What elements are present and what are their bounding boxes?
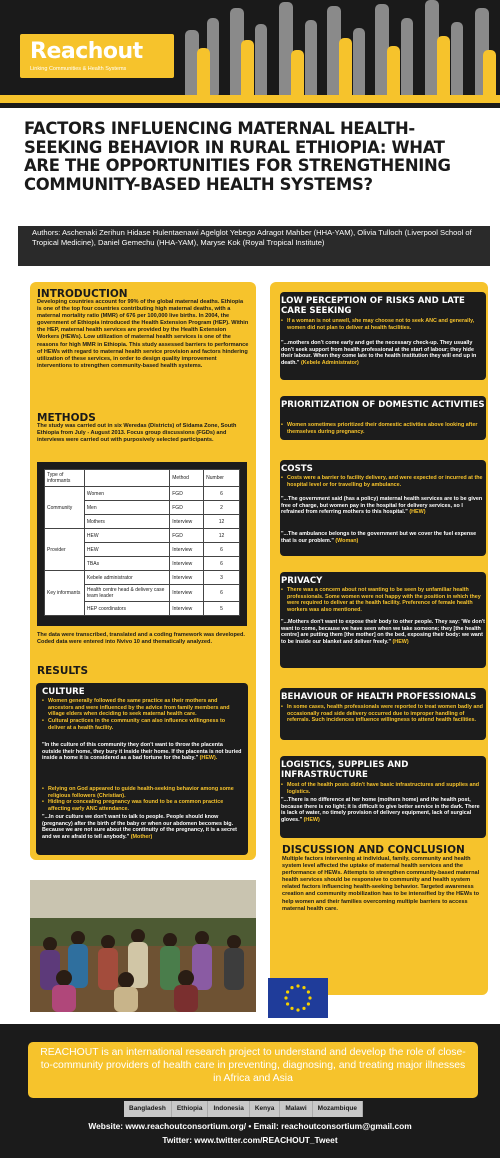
- methods-heading: METHODS: [37, 412, 96, 424]
- table-cell: TBAs: [84, 557, 169, 571]
- quote-source: (Mother): [130, 834, 153, 841]
- discussion-heading: DISCUSSION AND CONCLUSION: [282, 844, 465, 856]
- quote-source: (HEW): [303, 817, 320, 824]
- costs-quote-1: [281, 496, 485, 516]
- table-cell: Health centre head & delivery case team leader: [84, 585, 169, 602]
- table-cell: Interview: [170, 557, 204, 571]
- quote-text: "...The ambulance belongs to the government but we cover the fuel expense that is our problem.": [281, 531, 477, 544]
- table-cell: Interview: [170, 515, 204, 529]
- table-cell: 2: [204, 501, 240, 515]
- list-item: • In some cases, health professionals were reported to treat women badly and occasionally road side delivery occurred due to improper handling of referrals. Such incidences influence willingness to attend health facilities.: [281, 704, 485, 724]
- table-cell: Key informants: [45, 571, 85, 616]
- list-item: • There was a concern about not wanting to be seen by unfamiliar health professionals. Some women were not happy with the position in which they were required to deliver at the health facility. Preference of female health workers was also mentioned.: [281, 587, 485, 614]
- quote-source: (HEW): [409, 509, 426, 516]
- quote-source: (Woman): [335, 537, 359, 544]
- table-header-row: [45, 470, 240, 487]
- country-ethiopia: Ethiopia: [172, 1101, 209, 1117]
- table-cell: 12: [204, 529, 240, 543]
- table-cell: Mothers: [84, 515, 169, 529]
- privacy-bullets: [281, 587, 485, 614]
- quote-source: (HEW).: [199, 755, 218, 762]
- culture-quote-2: [42, 814, 242, 841]
- culture-bullets-1: [42, 698, 242, 732]
- header-accent-stripe: [0, 95, 500, 103]
- twitter-line[interactable]: Twitter: www.twitter.com/REACHOUT_Tweet: [162, 1135, 338, 1145]
- logo-text: Reachout: [30, 39, 143, 64]
- table-cell: 6: [204, 585, 240, 602]
- domestic-activities-heading: PRIORITIZATION OF DOMESTIC ACTIVITIES: [281, 400, 485, 410]
- privacy-heading: PRIVACY: [281, 576, 323, 586]
- culture-heading: CULTURE: [42, 687, 85, 697]
- table-cell: Women: [84, 487, 169, 501]
- culture-quote-1: [42, 742, 242, 762]
- footer-statement: REACHOUT is an international research project to understand and develop the role of close-to-community providers of health care in preventing, diagnosing, and treating major illnesses in Africa and Asia: [40, 1047, 466, 1084]
- authors-text: Authors: Aschenaki Zerihun Hidase Hulentaenawi Agelglot Yebego Adragot Mahber (HHA-YAM), Olivia Tulloch (Liverpool School of Tropical Medicine), Daniel Gemechu (HHA-YAM), Maryse Kok (Royal Tropical Institute): [32, 228, 472, 247]
- list-item: • Most of the health posts didn't have basic infrastructures and supplies and logistics.: [281, 782, 485, 795]
- list-item: • Relying on God appeared to guide health-seeking behavior among some religious followers (Christian).: [42, 786, 242, 799]
- country-kenya: Kenya: [250, 1101, 281, 1117]
- quote-text: "...There is no difference at her home (mothers home) and the health post, because there is no light; it is difficult to give better service in the dark. There is lack of water, no timely provision of delivery equipment, lack of surgical gloves.": [281, 797, 480, 824]
- table-header-cell: Method: [170, 470, 204, 487]
- introduction-heading: INTRODUCTION: [37, 288, 128, 300]
- costs-quote-2: [281, 531, 485, 544]
- discussion-text: Multiple factors intervening at individual, family, community and health system level affected the uptake of maternal health services and the performance of HEWs. Attempts to strengthen community-based maternal health services should be responsive to community and health system related factors influencing health-seeking behavior. Targeted awareness creation and community mobilization has to be intensified by the HEWs to help women and their families overcoming multiple barriers to access maternal health care.: [282, 856, 480, 912]
- country-malawi: Malawi: [280, 1101, 312, 1117]
- community-meeting-photo: [30, 880, 256, 1012]
- domestic-activities-bullets: [281, 422, 485, 435]
- analysis-text: The data were transcribed, translated and a coding framework was developed. Coded data were entered into Nvivo 10 and thematically analyzed.: [37, 632, 245, 646]
- risk-perception-heading: LOW PERCEPTION OF RISKS AND LATE CARE SEEKING: [281, 296, 465, 317]
- country-list: [124, 1101, 363, 1117]
- table-row: [45, 529, 240, 543]
- health-professionals-heading: BEHAVIOUR OF HEALTH PROFESSIONALS: [281, 692, 477, 702]
- health-professionals-bullets: [281, 704, 485, 724]
- table-cell: Provider: [45, 529, 85, 571]
- table-cell: 6: [204, 487, 240, 501]
- table-row: [45, 487, 240, 501]
- list-item: • Women sometimes prioritized their domestic activities above looking after themselves during pregnancy.: [281, 422, 485, 435]
- eu-flag: [268, 978, 328, 1018]
- culture-bullets-2: [42, 786, 242, 813]
- raised-hands-graphic: [175, 0, 500, 108]
- quote-text: "...mothers don't come early and get the necessary check-up. They usually don't seek support from health professional at the start of labour; they hide their labour. When they come late to the health institution they will end up in death.": [281, 340, 477, 367]
- costs-heading: COSTS: [281, 464, 313, 474]
- poster-title: FACTORS INFLUENCING MATERNAL HEALTH-SEEKING BEHAVIOR IN RURAL ETHIOPIA: WHAT ARE THE OPPORTUNITIES FOR STRENGTHENING COMMUNITY-BASED HEALTH SYSTEMS?: [24, 119, 451, 194]
- table-cell: Kebele administrator: [84, 571, 169, 585]
- logistics-quote: [281, 797, 485, 824]
- table-cell: Interview: [170, 571, 204, 585]
- table-header-cell: Type of informants: [45, 470, 85, 487]
- logistics-bullets: [281, 782, 485, 795]
- methods-table: [44, 469, 240, 616]
- table-cell: Men: [84, 501, 169, 515]
- table-cell: 5: [204, 602, 240, 616]
- table-cell: 6: [204, 543, 240, 557]
- quote-text: "...The government said (has a policy) maternal health services are to be given free of charge, but women pay in the hospital for delivery services, so I refrained from referring mothers to this hospital.": [281, 496, 483, 516]
- table-cell: FGD: [170, 529, 204, 543]
- risk-perception-bullets: [281, 318, 485, 331]
- table-cell: FGD: [170, 501, 204, 515]
- quote-source: (HEW): [392, 639, 409, 646]
- results-heading: RESULTS: [37, 665, 89, 677]
- table-cell: 12: [204, 515, 240, 529]
- quote-text: "...Mothers don't want to expose their body to other people. They say: 'We don't want to come, because we have seen when we take someone; they [the health centre] are putting them [the mother] on the bed, exposing their body: we want to be inside our blanket and deliver freely.": [281, 619, 485, 646]
- list-item: • Cultural practices in the community can also influence willingness to deliver at a health facility.: [42, 718, 242, 731]
- table-cell: Interview: [170, 585, 204, 602]
- table-cell: Interview: [170, 602, 204, 616]
- list-item: • Women generally followed the same practice as their mothers and ancestors and were influenced by the advice from family members and village elders when deciding to seek maternal health care.: [42, 698, 242, 718]
- table-cell: FGD: [170, 487, 204, 501]
- risk-perception-quote: [281, 340, 485, 367]
- country-bangladesh: Bangladesh: [124, 1101, 172, 1117]
- website-email-line[interactable]: Website: www.reachoutconsortium.org/ • Email: reachoutconsortium@gmail.com: [88, 1121, 412, 1131]
- table-cell: HEW: [84, 543, 169, 557]
- table-cell: HEW: [84, 529, 169, 543]
- table-cell: 6: [204, 557, 240, 571]
- table-row: [45, 571, 240, 585]
- list-item: • If a woman is not unwell, she may choose not to seek ANC and generally, women did not plan to deliver at health facilities.: [281, 318, 485, 331]
- table-cell: HEP coordinators: [84, 602, 169, 616]
- country-mozambique: Mozambique: [313, 1101, 363, 1117]
- table-cell: 3: [204, 571, 240, 585]
- quote-text: "In the culture of this community they don't want to throw the placenta outside their home, they bury it inside their home. If the placenta is not buried inside a home it is considered as a bad fortune for the baby.": [42, 742, 242, 762]
- costs-bullets: [281, 475, 485, 488]
- table-header-cell: [84, 470, 169, 487]
- list-item: • Hiding or concealing pregnancy was found to be a common practice affecting early ANC attendance.: [42, 799, 242, 812]
- privacy-quote: [281, 619, 485, 646]
- methods-text: The study was carried out in six Weredas (Districts) of Sidama Zone, South Ethiopia from July - August 2013. Focus group discussions (FGDs) and interviews were carried out with purposively selected participants.: [37, 423, 237, 444]
- country-indonesia: Indonesia: [208, 1101, 249, 1117]
- quote-source: (Kebele Administrator): [300, 360, 359, 367]
- table-cell: Interview: [170, 543, 204, 557]
- logistics-heading: LOGISTICS, SUPPLIES AND INFRASTRUCTURE: [281, 760, 409, 781]
- table-header-cell: Number: [204, 470, 240, 487]
- list-item: • Costs were a barrier to facility delivery, and were expected or incurred at the hospital level or for travelling by ambulance.: [281, 475, 485, 488]
- table-cell: Community: [45, 487, 85, 529]
- quote-text: "...In our culture we don't want to talk to people. People should know (pregnancy) after the birth of the baby or when our abdomen becomes big. Because we are not sure about the continuity of the pregnancy, it is a secret and we are afraid to tell anybody.": [42, 814, 237, 841]
- introduction-text: Developing countries account for 99% of the global maternal deaths. Ethiopia is one of the top four countries contributing high maternal deaths, with a maternal mortality ratio (MMR) of 676 per 100,000 live births. In 2004, the government of Ethiopia introduced the Health Extension Program (HEP). Within the HEP, maternal health services are provided by the Health Extension Workers (HEWs). Low utilization of maternal health services is one of the reasons for high MMR in Ethiopia. This study assessed barriers to performance of HEWs with regard to maternal health service provision and factors hindering utilization of these services, in order to design quality improvement interventions to strengthen community-based health systems.: [37, 299, 249, 369]
- logo-tagline: Linking Communities & Health Systems: [30, 66, 127, 72]
